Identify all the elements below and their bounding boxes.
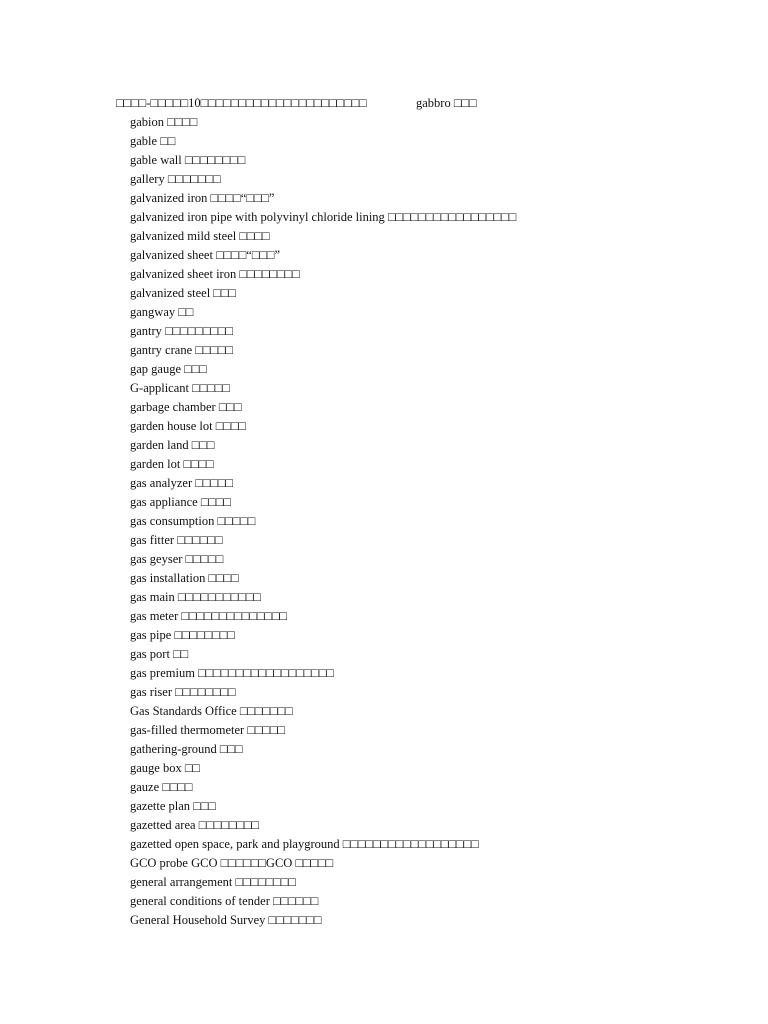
entry-term: gauze: [130, 780, 160, 794]
list-item: [130, 797, 730, 816]
list-item: [130, 170, 730, 189]
entry-term: gas installation: [130, 571, 206, 585]
entry-term: gangway: [130, 305, 176, 319]
entry-gloss: □□: [160, 134, 176, 148]
entry-term: galvanized sheet: [130, 248, 213, 262]
entry-term: galvanized iron pipe with polyvinyl chloride lining: [130, 210, 385, 224]
list-item: [130, 721, 730, 740]
glossary-list: [130, 113, 730, 930]
entry-term: gas main: [130, 590, 175, 604]
entry-gloss: □□□□□: [195, 476, 234, 490]
list-item: [130, 474, 730, 493]
entry-gloss: □□□: [193, 799, 216, 813]
list-item: [130, 550, 730, 569]
first-entry: [416, 94, 477, 113]
entry-gloss: □□□□: [215, 419, 246, 433]
entry-term: General Household Survey: [130, 913, 266, 927]
list-item: [130, 512, 730, 531]
entry-gloss: □□: [173, 647, 189, 661]
list-item: [130, 246, 730, 265]
list-item: [130, 816, 730, 835]
list-item: [130, 759, 730, 778]
entry-gloss: □□□□□□□□: [239, 267, 300, 281]
entry-gloss: □□□: [213, 286, 236, 300]
entry-gloss: □□□□□: [185, 552, 224, 566]
entry-term: gas geyser: [130, 552, 183, 566]
list-item: [130, 436, 730, 455]
entry-gloss: □□□□□□□: [167, 172, 221, 186]
list-item: [130, 854, 730, 873]
list-item: [130, 835, 730, 854]
entry-gloss: □□□: [453, 96, 477, 110]
entry-term: gas fitter: [130, 533, 175, 547]
entry-gloss: □□□□□□□□: [235, 875, 296, 889]
entry-term: garbage chamber: [130, 400, 216, 414]
list-item: [130, 151, 730, 170]
entry-gloss: □□□□□□□□□□□: [177, 590, 261, 604]
list-item: [130, 417, 730, 436]
entry-gloss: □□□□□□□□□: [165, 324, 234, 338]
list-item: [130, 208, 730, 227]
list-item: [130, 683, 730, 702]
entry-term: garden house lot: [130, 419, 213, 433]
entry-term: gabbro: [416, 96, 451, 110]
list-item: [130, 379, 730, 398]
entry-gloss: □□: [184, 761, 200, 775]
list-item: [130, 892, 730, 911]
entry-gloss: □□□: [219, 742, 243, 756]
entry-gloss: □□□□□□□□□□□□□□□□□□: [198, 666, 334, 680]
entry-term: galvanized mild steel: [130, 229, 237, 243]
entry-term: gas pipe: [130, 628, 172, 642]
entry-term: gas meter: [130, 609, 179, 623]
entry-term: galvanized iron: [130, 191, 208, 205]
entry-gloss: □□□□□□: [273, 894, 319, 908]
list-item: [130, 341, 730, 360]
entry-term: gantry crane: [130, 343, 193, 357]
entry-term: general arrangement: [130, 875, 233, 889]
header-line: [116, 94, 716, 113]
entry-term: gas riser: [130, 685, 172, 699]
list-item: [130, 911, 730, 930]
entry-term: Gas Standards Office: [130, 704, 237, 718]
entry-term: gathering-ground: [130, 742, 217, 756]
entry-gloss: □□□□: [200, 495, 232, 509]
entry-term: gallery: [130, 172, 165, 186]
list-item: [130, 265, 730, 284]
entry-term: gazetted open space, park and playground: [130, 837, 340, 851]
entry-gloss: □□□□□□□: [268, 913, 322, 927]
list-item: [130, 645, 730, 664]
entry-term: gable: [130, 134, 158, 148]
entry-gloss: □□□□□□□□: [184, 153, 246, 167]
document-title: □□□□-□□□□□10□□□□□□□□□□□□□□□□□□□□□□: [116, 96, 367, 110]
entry-term: garden lot: [130, 457, 181, 471]
list-item: [130, 664, 730, 683]
entry-term: gas-filled thermometer: [130, 723, 245, 737]
entry-term: gabion: [130, 115, 165, 129]
entry-gloss: GCO □□□□□□GCO □□□□□: [191, 856, 334, 870]
entry-term: G-applicant: [130, 381, 190, 395]
entry-term: gauge box: [130, 761, 182, 775]
entry-term: gantry: [130, 324, 162, 338]
entry-term: gable wall: [130, 153, 182, 167]
entry-gloss: □□□□□□□□□□□□□□□□□□: [342, 837, 479, 851]
list-item: [130, 588, 730, 607]
entry-term: GCO probe: [130, 856, 188, 870]
entry-gloss: □□□□“□□□”: [216, 248, 281, 262]
entry-gloss: □□□□□: [192, 381, 230, 395]
list-item: [130, 702, 730, 721]
list-item: [130, 607, 730, 626]
list-item: [130, 284, 730, 303]
list-item: [130, 360, 730, 379]
list-item: [130, 227, 730, 246]
entry-term: gas consumption: [130, 514, 215, 528]
entry-gloss: □□□□□□□□: [175, 685, 236, 699]
entry-term: general conditions of tender: [130, 894, 270, 908]
entry-gloss: □□□□□□□□: [198, 818, 260, 832]
list-item: [130, 189, 730, 208]
entry-gloss: □□□: [191, 438, 215, 452]
entry-gloss: □□□□: [162, 780, 193, 794]
entry-gloss: □□□: [184, 362, 207, 376]
list-item: [130, 740, 730, 759]
entry-gloss: □□□□: [167, 115, 198, 129]
entry-term: galvanized steel: [130, 286, 211, 300]
entry-gloss: □□□□□□□□: [174, 628, 235, 642]
entry-gloss: □□□□: [208, 571, 239, 585]
entry-gloss: □□□□□: [247, 723, 286, 737]
entry-term: gazette plan: [130, 799, 191, 813]
entry-term: gas appliance: [130, 495, 198, 509]
entry-term: gas premium: [130, 666, 195, 680]
entry-gloss: □□□□□□□□□□□□□□: [181, 609, 288, 623]
entry-term: gas analyzer: [130, 476, 193, 490]
entry-gloss: □□□□□: [195, 343, 234, 357]
list-item: [130, 113, 730, 132]
list-item: [130, 569, 730, 588]
entry-gloss: □□: [178, 305, 194, 319]
list-item: [130, 778, 730, 797]
entry-gloss: □□□□□: [217, 514, 256, 528]
list-item: [130, 531, 730, 550]
entry-gloss: □□□□□□□□□□□□□□□□□: [387, 210, 517, 224]
list-item: [130, 322, 730, 341]
entry-term: gazetted area: [130, 818, 196, 832]
entry-term: gas port: [130, 647, 170, 661]
entry-term: garden land: [130, 438, 189, 452]
entry-gloss: □□□□: [239, 229, 270, 243]
entry-term: gap gauge: [130, 362, 182, 376]
list-item: [130, 455, 730, 474]
entry-gloss: □□□□□□: [177, 533, 223, 547]
entry-gloss: □□□□□□□: [239, 704, 293, 718]
list-item: [130, 303, 730, 322]
list-item: [130, 626, 730, 645]
entry-term: galvanized sheet iron: [130, 267, 237, 281]
list-item: [130, 398, 730, 417]
list-item: [130, 493, 730, 512]
entry-gloss: □□□□“□□□”: [210, 191, 275, 205]
list-item: [130, 873, 730, 892]
entry-gloss: □□□□: [183, 457, 214, 471]
list-item: [130, 132, 730, 151]
entry-gloss: □□□: [218, 400, 242, 414]
